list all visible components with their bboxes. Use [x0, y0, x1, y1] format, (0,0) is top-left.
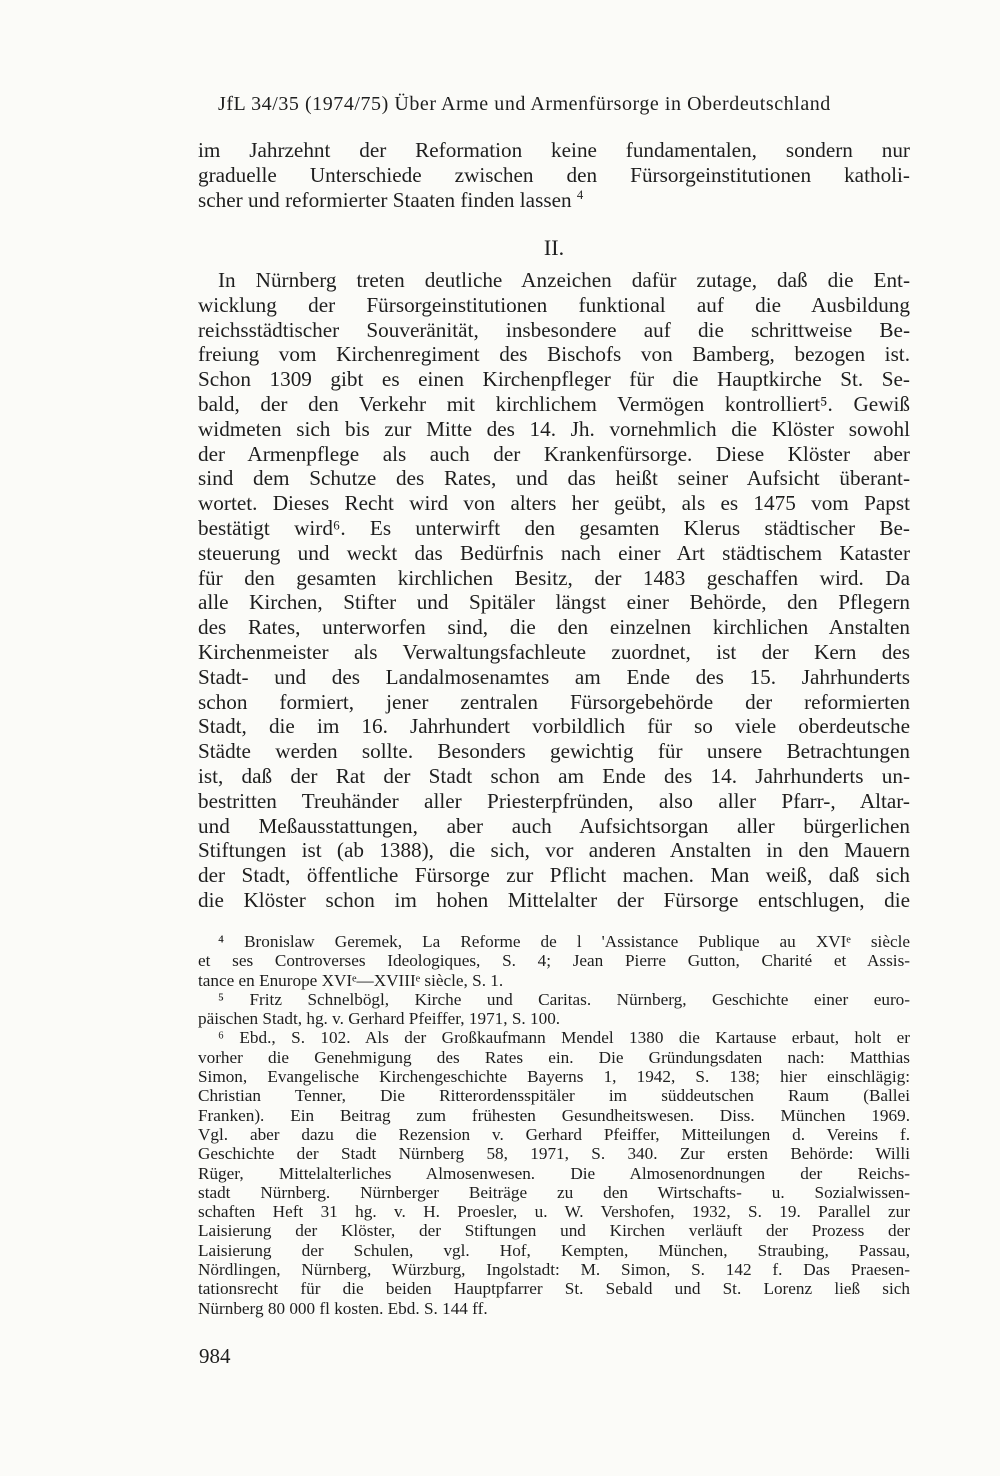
- footnote-line: Franken). Ein Beitrag zum frühesten Gesundheitswesen. Diss. München 1969.: [198, 1105, 910, 1125]
- text-line: freiung vom Kirchenregiment des Bischofs von Bamberg, bezogen ist.: [198, 342, 910, 367]
- running-head: JfL 34/35 (1974/75) Über Arme und Armenfürsorge in Oberdeutschland: [218, 93, 831, 115]
- text-line: graduelle Unterschiede zwischen den Fürsorgeinstitutionen katholi-: [198, 162, 910, 187]
- footnotes: [198, 932, 910, 1318]
- text-line: bestätigt wird⁶. Es unterwirft den gesamten Klerus städtischer Be-: [198, 515, 910, 540]
- footnote-line: tationsrecht für die beiden Hauptpfarrer St. Sebald und St. Lorenz ließ sich: [198, 1279, 910, 1299]
- footnote-line: päischen Stadt, hg. v. Gerhard Pfeiffer, 1971, S. 100.: [198, 1009, 561, 1029]
- text-line: die Klöster schon im hohen Mittelalter der Fürsorge entschlugen, die: [198, 887, 910, 912]
- text-line: [198, 188, 910, 213]
- text-line: sind dem Schutze des Rates, und das heißt seiner Aufsicht überant-: [198, 466, 910, 491]
- intro-paragraph: [198, 138, 910, 212]
- text-line: der Stadt, öffentliche Fürsorge zur Pflicht machen. Man weiß, daß sich: [198, 863, 910, 888]
- footnote-line: Christian Tenner, Die Ritterordensspitäler im süddeutschen Raum (Ballei: [198, 1086, 910, 1106]
- text-line: wicklung der Fürsorgeinstitutionen funktional auf die Ausbildung: [198, 292, 910, 317]
- text-line-content: scher und reformierter Staaten finden lassen: [198, 187, 572, 212]
- footnote-line: vorher die Genehmigung des Rates ein. Die Gründungsdaten nach: Matthias: [198, 1047, 910, 1067]
- text-line: schon formiert, jener zentralen Fürsorgebehörde der reformierten: [198, 689, 910, 714]
- footnote-line: stadt Nürnberg. Nürnberger Beiträge zu den Wirtschafts- u. Sozialwissen-: [198, 1182, 910, 1202]
- text-line: In Nürnberg treten deutliche Anzeichen dafür zutage, daß die Ent-: [218, 268, 910, 292]
- text-line: reichsstädtischer Souveränität, insbesondere auf die schrittweise Be-: [198, 317, 910, 342]
- footnote-line: schaften Heft 31 hg. v. H. Proesler, u. W. Vershofen, 1932, S. 19. Parallel zur: [198, 1202, 910, 1222]
- text-line: ist, daß der Rat der Stadt schon am Ende des 14. Jahrhunderts un-: [198, 763, 910, 788]
- footnote-line: et ses Controverses Ideologiques, S. 4; Jean Pierre Gutton, Charité et Assis-: [198, 951, 910, 971]
- section-heading: II.: [543, 235, 565, 260]
- text-line: Schon 1309 gibt es einen Kirchenpfleger für die Hauptkirche St. Se-: [198, 367, 910, 392]
- text-line: Kirchenmeister als Verwaltungsfachleute zuordnet, ist der Kern des: [198, 639, 910, 664]
- text-line: Stadt- und des Landalmosenamtes am Ende des 15. Jahrhunderts: [198, 664, 910, 689]
- footnote-line: Vgl. aber dazu die Rezension v. Gerhard Pfeiffer, Mitteilungen d. Vereins f.: [198, 1124, 910, 1144]
- text-line: alle Kirchen, Stifter und Spitäler längst einer Behörde, den Pflegern: [198, 590, 910, 615]
- text-line: Städte werden sollte. Besonders gewichtig für unsere Betrachtungen: [198, 739, 910, 764]
- text-line: für den gesamten kirchlichen Besitz, der 1483 geschaffen wird. Da: [198, 565, 910, 590]
- main-paragraph: [198, 268, 910, 913]
- footnote-line: Laisierung der Klöster, der Stiftungen und Kirchen verläuft der Prozess der: [198, 1221, 910, 1241]
- footnote-line: Nördlingen, Nürnberg, Würzburg, Ingolstadt: M. Simon, S. 142 f. Das Praesen-: [198, 1260, 910, 1280]
- text-line: im Jahrzehnt der Reformation keine fundamentalen, sondern nur: [198, 138, 910, 162]
- text-line: steuerung und weckt das Bedürfnis nach einer Art städtischem Kataster: [198, 540, 910, 565]
- text-line: und Meßausstattungen, aber auch Aufsichtsorgan aller bürgerlichen: [198, 813, 910, 838]
- footnote-line: Geschichte der Stadt Nürnberg 58, 1971, S. 340. Zur ersten Behörde: Willi: [198, 1144, 910, 1164]
- footnote-line: Simon, Evangelische Kirchengeschichte Bayerns 1, 1942, S. 138; hier einschlägig:: [198, 1067, 910, 1087]
- page-number: 984: [199, 1344, 231, 1368]
- text-line: Stadt, die im 16. Jahrhundert vorbildlich für so viele oberdeutsche: [198, 714, 910, 739]
- footnote-ref: 4: [576, 187, 584, 202]
- text-line: der Armenpflege als auch der Krankenfürsorge. Diese Klöster aber: [198, 441, 910, 466]
- footnote-line: ⁶ Ebd., S. 102. Als der Großkaufmann Mendel 1380 die Kartause erbaut, holt er: [218, 1028, 910, 1048]
- footnote-line: Nürnberg 80 000 fl kosten. Ebd. S. 144 ff.: [198, 1298, 488, 1318]
- text-line: bestritten Treuhänder aller Priesterpfründen, also aller Pfarr-, Altar-: [198, 788, 910, 813]
- footnote-line: Laisierung der Schulen, vgl. Hof, Kempten, München, Straubing, Passau,: [198, 1240, 910, 1260]
- footnote-line: ⁵ Fritz Schnelbögl, Kirche und Caritas. Nürnberg, Geschichte einer euro-: [218, 989, 910, 1009]
- text-line: wortet. Dieses Recht wird von alters her geübt, als es 1475 vom Papst: [198, 491, 910, 516]
- footnote-line: ⁴ Bronislaw Geremek, La Reforme de l 'Assistance Publique au XVIᵉ siècle: [218, 932, 910, 951]
- footnote-line: tance en Enurope XVIᵉ—XVIIIᵉ siècle, S. 1.: [198, 970, 504, 990]
- footnote-line: Rüger, Mittelalterliches Almosenwesen. Die Almosenordnungen der Reichs-: [198, 1163, 910, 1183]
- text-line: bald, der den Verkehr mit kirchlichem Vermögen kontrolliert⁵. Gewiß: [198, 391, 910, 416]
- text-line: Stiftungen ist (ab 1388), die sich, vor anderen Anstalten in den Mauern: [198, 838, 910, 863]
- text-line: widmeten sich bis zur Mitte des 14. Jh. vornehmlich die Klöster sowohl: [198, 416, 910, 441]
- text-line: des Rates, unterworfen sind, die den einzelnen kirchlichen Anstalten: [198, 615, 910, 640]
